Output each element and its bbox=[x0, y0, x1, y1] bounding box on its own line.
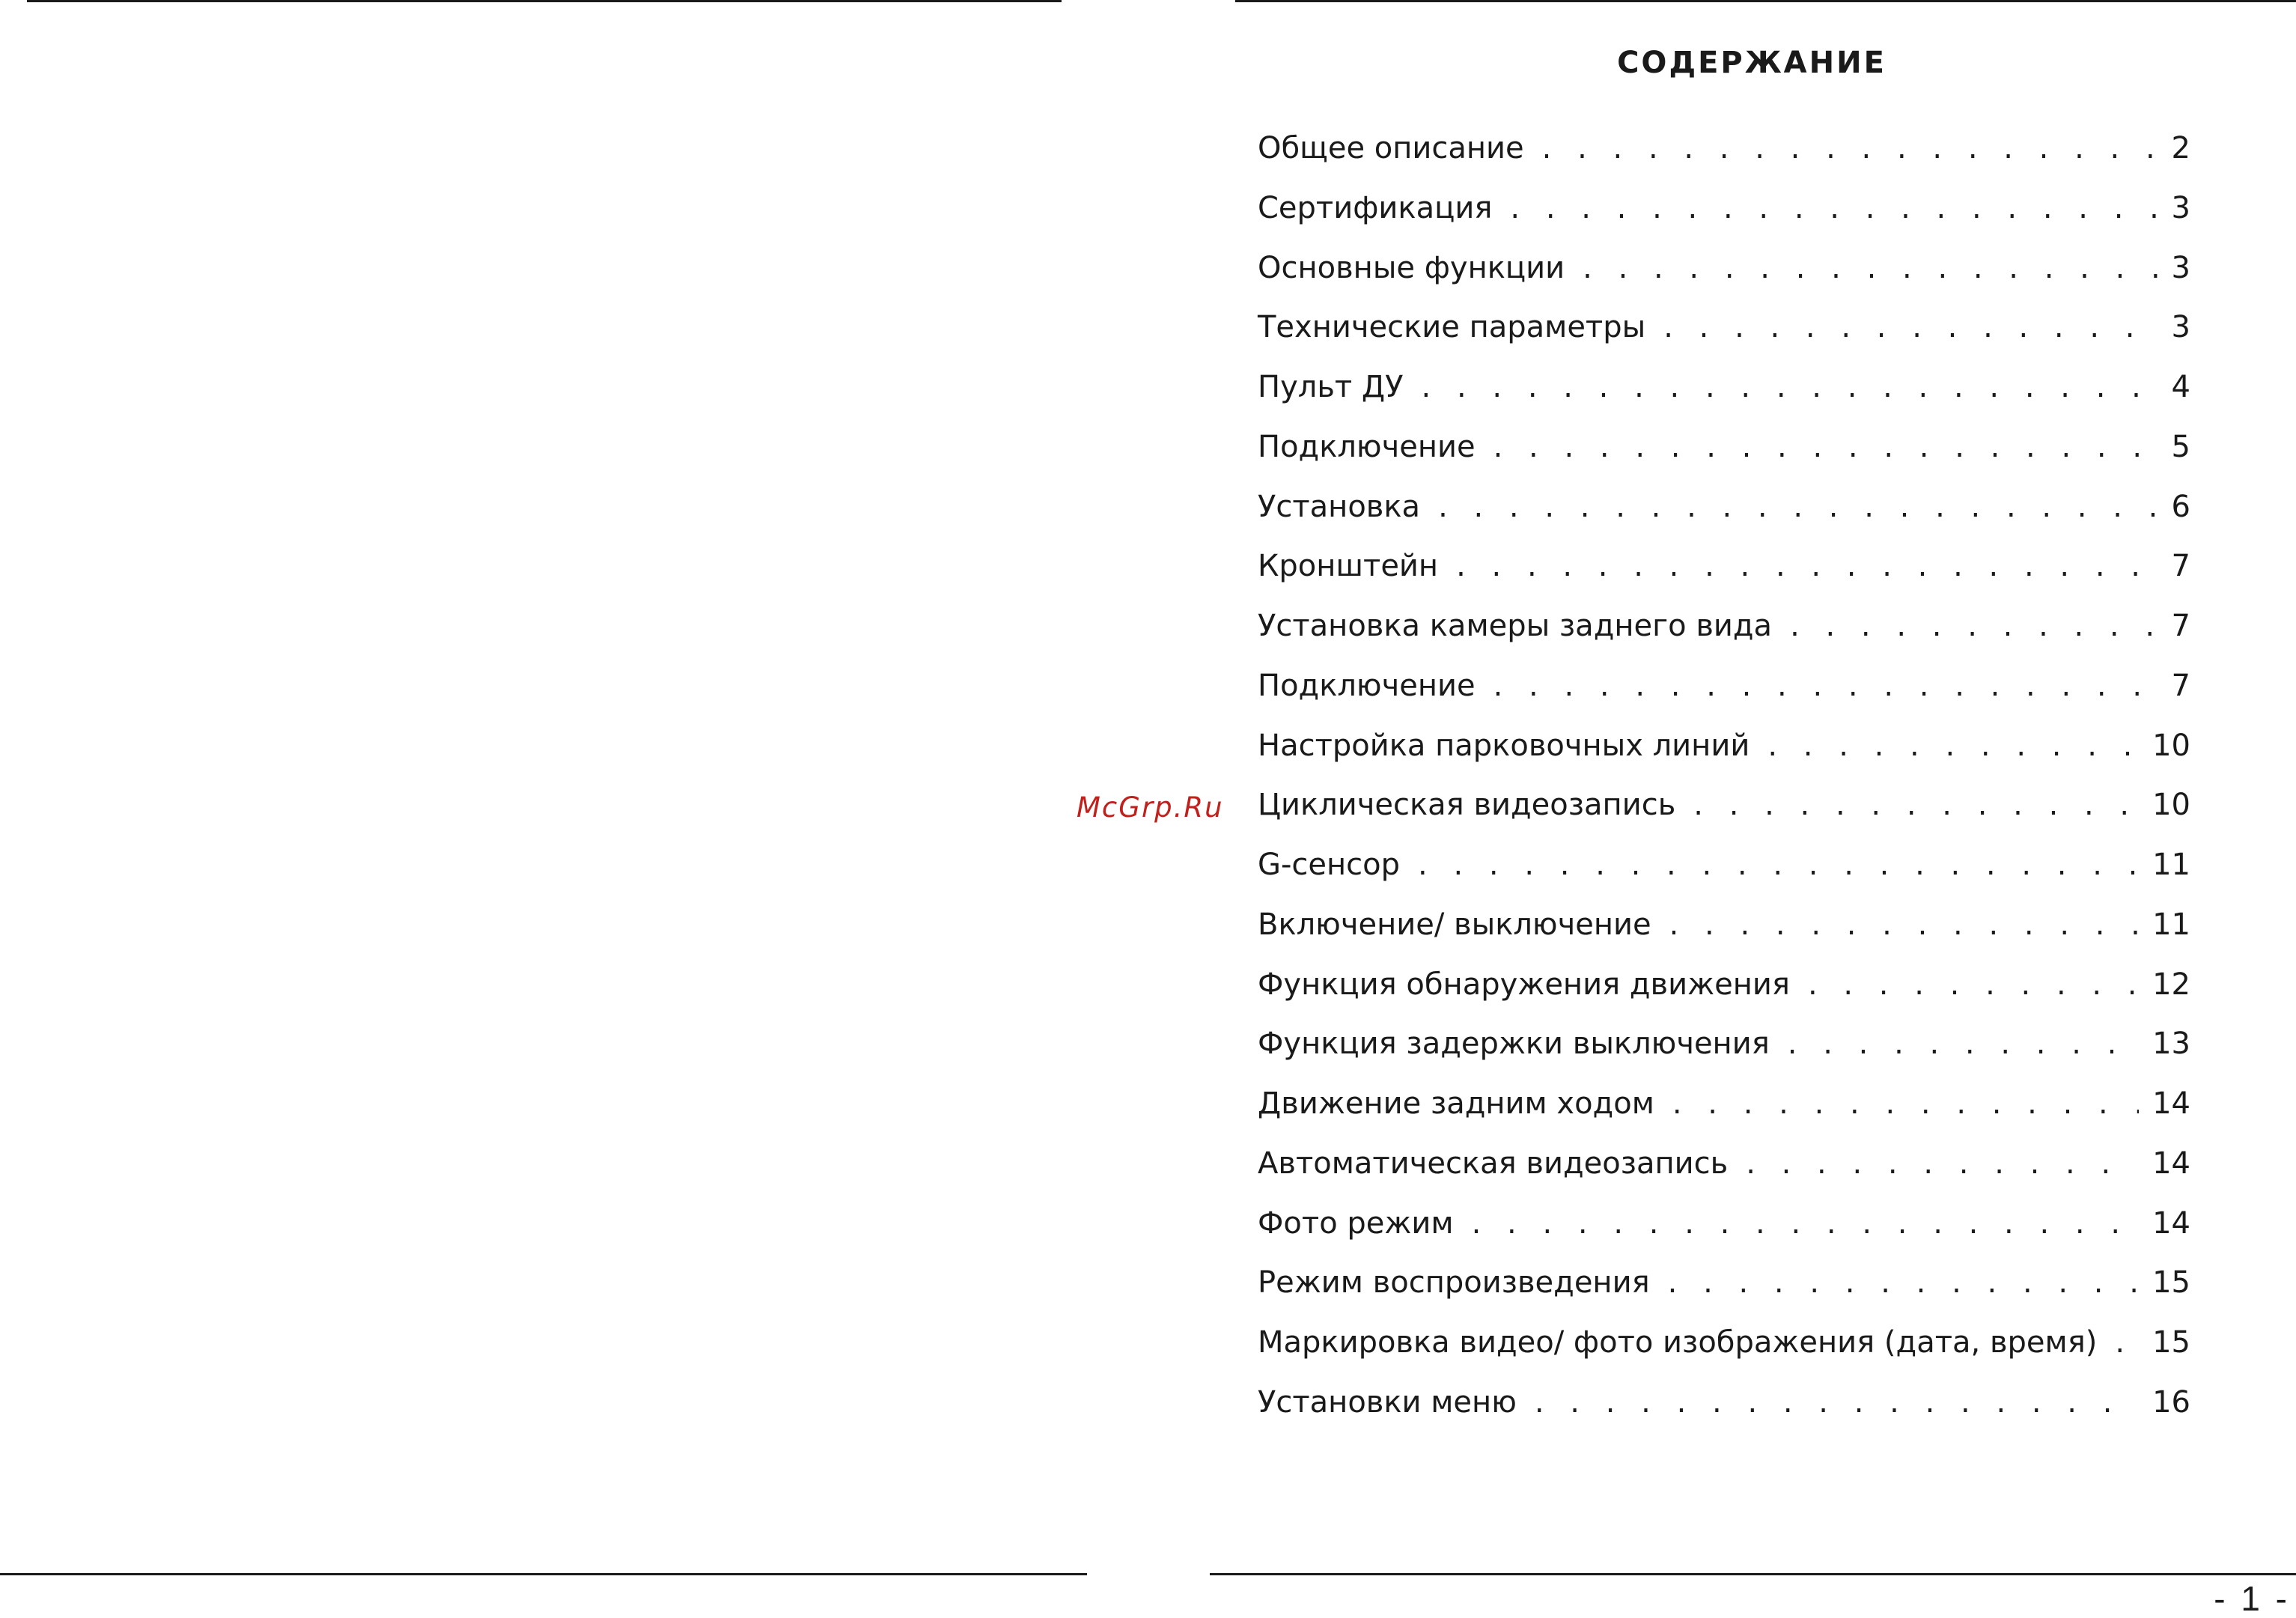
toc-entry-page: 3 bbox=[2171, 190, 2190, 225]
toc-entry-label: Режим воспроизведения bbox=[1258, 1265, 1650, 1301]
toc-entry[interactable] bbox=[1258, 486, 2190, 546]
toc-entry-page: 11 bbox=[2152, 907, 2190, 942]
toc-dot-leader bbox=[1746, 1143, 2139, 1184]
toc-dot-leader bbox=[1418, 844, 2139, 886]
toc-dot-leader bbox=[1456, 545, 2158, 587]
toc-entry[interactable] bbox=[1258, 545, 2190, 605]
toc-entry-label: Кронштейн bbox=[1258, 549, 1439, 584]
toc-entry-page: 13 bbox=[2152, 1027, 2190, 1062]
toc-entry-label: Функция обнаружения движения bbox=[1258, 967, 1790, 1002]
toc-entry[interactable] bbox=[1258, 127, 2190, 187]
toc-entry-label: Установки меню bbox=[1258, 1384, 1517, 1420]
toc-entry-label: Сертификация bbox=[1258, 190, 1493, 225]
toc-entry[interactable] bbox=[1258, 1322, 2190, 1381]
toc-entry-label: Маркировка видео/ фото изображения (дата, время) bbox=[1258, 1325, 2098, 1360]
watermark: McGrp.Ru bbox=[1077, 791, 1224, 824]
toc-entry[interactable] bbox=[1258, 725, 2190, 785]
toc-entry-label: Пульт ДУ bbox=[1258, 370, 1404, 404]
toc-dot-leader bbox=[1472, 1202, 2139, 1244]
toc-entry-label: Движение задним ходом bbox=[1258, 1086, 1654, 1121]
toc-title: СОДЕРЖАНИЕ bbox=[1617, 46, 1887, 80]
toc-dot-leader bbox=[2115, 1322, 2139, 1363]
toc-dot-leader bbox=[1422, 366, 2158, 408]
toc-entry[interactable] bbox=[1258, 247, 2190, 307]
toc-entry[interactable] bbox=[1258, 665, 2190, 725]
toc-dot-leader bbox=[1663, 306, 2158, 348]
toc-dot-leader bbox=[1493, 665, 2158, 707]
toc-entry-page: 14 bbox=[2152, 1086, 2190, 1121]
toc-entry-label: Установка камеры заднего вида bbox=[1258, 609, 1773, 643]
toc-entry-page: 3 bbox=[2171, 250, 2190, 285]
toc-entry-label: Включение/ выключение bbox=[1258, 907, 1651, 942]
toc-dot-leader bbox=[1788, 1023, 2139, 1065]
toc-entry[interactable] bbox=[1258, 187, 2190, 247]
toc-entry-label: Технические параметры bbox=[1258, 310, 1646, 345]
toc-entry-label: Подключение bbox=[1258, 668, 1476, 703]
toc-dot-leader bbox=[1438, 486, 2158, 528]
toc-entry[interactable] bbox=[1258, 366, 2190, 426]
toc-dot-leader bbox=[1693, 784, 2139, 826]
toc-entry-page: 3 bbox=[2171, 310, 2190, 345]
toc-entry-label: Общее описание bbox=[1258, 131, 1524, 165]
toc-dot-leader bbox=[1669, 904, 2140, 946]
toc-entry-page: 15 bbox=[2152, 1265, 2190, 1301]
toc-entry[interactable] bbox=[1258, 1083, 2190, 1143]
toc-entry-page: 7 bbox=[2171, 668, 2190, 703]
toc-entry-page: 6 bbox=[2171, 489, 2190, 524]
toc-entry-label: Основные функции bbox=[1258, 250, 1565, 285]
toc-entry-label: Фото режим bbox=[1258, 1205, 1454, 1241]
toc-entry[interactable] bbox=[1258, 784, 2190, 844]
toc-entry-page: 10 bbox=[2152, 728, 2190, 763]
toc-dot-leader bbox=[1510, 187, 2158, 229]
bottom-right-rule bbox=[1210, 1573, 2296, 1575]
toc-entry-label: Подключение bbox=[1258, 429, 1476, 464]
toc-entry-page: 14 bbox=[2152, 1146, 2190, 1181]
toc-entry[interactable] bbox=[1258, 964, 2190, 1024]
toc-entry[interactable] bbox=[1258, 904, 2190, 964]
toc-entry[interactable] bbox=[1258, 1143, 2190, 1202]
toc-dot-leader bbox=[1668, 1262, 2139, 1304]
toc-entry-label: Установка bbox=[1258, 489, 1421, 524]
toc-entry[interactable] bbox=[1258, 1023, 2190, 1083]
toc-entry-label: Настройка парковочных линий bbox=[1258, 728, 1750, 763]
toc-entry-page: 5 bbox=[2171, 429, 2190, 464]
toc-dot-leader bbox=[1493, 426, 2158, 468]
toc-dot-leader bbox=[1790, 605, 2158, 647]
toc-entry-label: Циклическая видеозапись bbox=[1258, 788, 1676, 823]
toc-entry[interactable] bbox=[1258, 844, 2190, 904]
toc-entry[interactable] bbox=[1258, 426, 2190, 486]
toc-entry-page: 16 bbox=[2152, 1384, 2190, 1420]
toc-dot-leader bbox=[1535, 1381, 2139, 1423]
toc-dot-leader bbox=[1767, 725, 2139, 767]
toc-entry[interactable] bbox=[1258, 306, 2190, 366]
page-number: - 1 - bbox=[2214, 1579, 2290, 1618]
toc-entry-page: 11 bbox=[2152, 848, 2190, 882]
toc-dot-leader bbox=[1542, 127, 2158, 169]
toc-dot-leader bbox=[1583, 247, 2158, 289]
top-right-rule bbox=[1235, 0, 2296, 2]
toc-dot-leader bbox=[1672, 1083, 2139, 1125]
toc-entry-page: 4 bbox=[2171, 370, 2190, 404]
toc-entry[interactable] bbox=[1258, 1202, 2190, 1262]
toc-entry-label: Автоматическая видеозапись bbox=[1258, 1146, 1729, 1181]
toc-dot-leader bbox=[1808, 964, 2139, 1006]
toc-entry-page: 10 bbox=[2152, 788, 2190, 823]
toc-entry-label: G-сенсор bbox=[1258, 848, 1401, 882]
toc-entry[interactable] bbox=[1258, 605, 2190, 665]
table-of-contents bbox=[1258, 127, 2190, 1441]
toc-entry-page: 7 bbox=[2171, 609, 2190, 643]
toc-entry[interactable] bbox=[1258, 1381, 2190, 1441]
toc-entry-page: 15 bbox=[2152, 1325, 2190, 1360]
toc-entry[interactable] bbox=[1258, 1262, 2190, 1322]
bottom-left-rule bbox=[0, 1573, 1087, 1575]
toc-entry-page: 14 bbox=[2152, 1205, 2190, 1241]
toc-entry-page: 2 bbox=[2171, 131, 2190, 165]
toc-entry-page: 7 bbox=[2171, 549, 2190, 584]
toc-entry-label: Функция задержки выключения bbox=[1258, 1027, 1770, 1062]
toc-entry-page: 12 bbox=[2152, 967, 2190, 1002]
top-left-rule bbox=[27, 0, 1062, 2]
